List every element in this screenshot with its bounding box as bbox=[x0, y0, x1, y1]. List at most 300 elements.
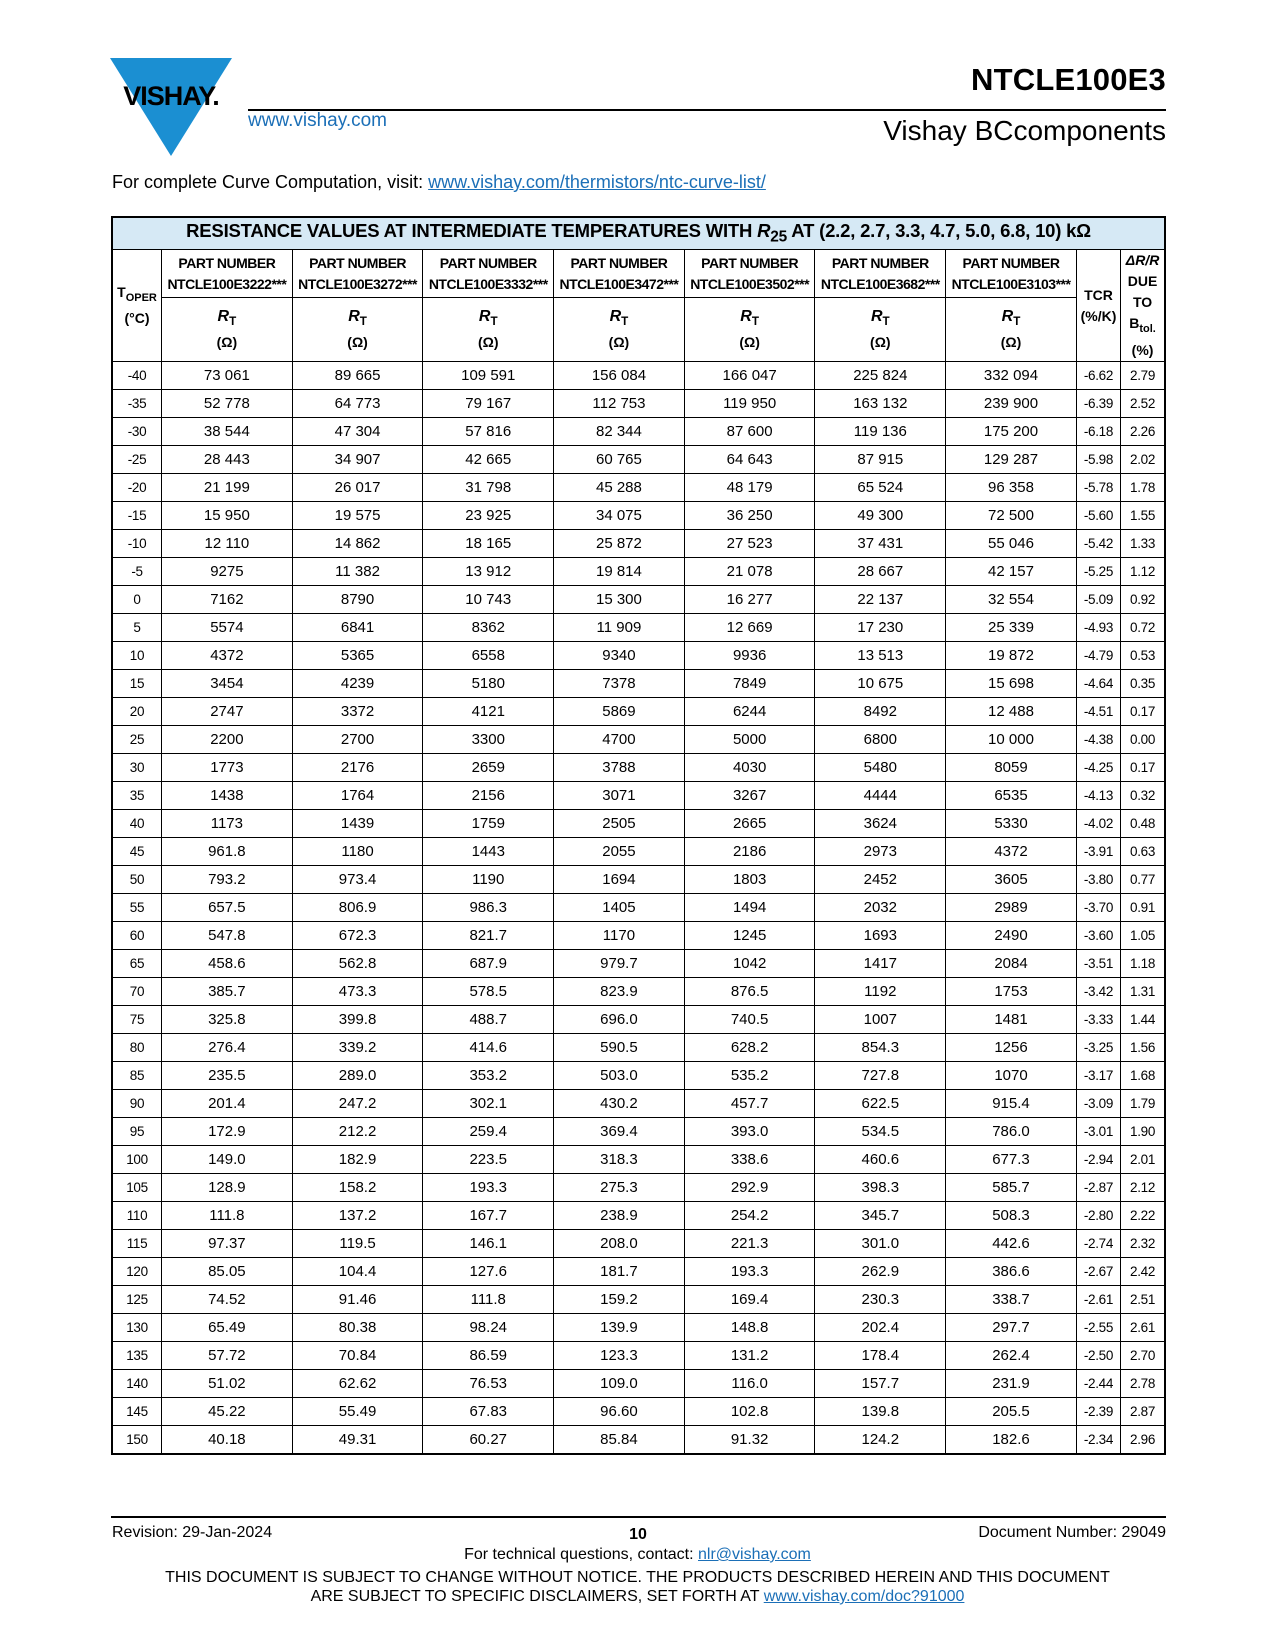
tcr-cell: -4.51 bbox=[1076, 698, 1120, 726]
resistance-cell: 96.60 bbox=[554, 1398, 685, 1426]
resistance-cell: 657.5 bbox=[162, 894, 293, 922]
temperature-cell: -20 bbox=[112, 474, 162, 502]
website-link[interactable]: www.vishay.com bbox=[248, 110, 388, 131]
tcr-cell: -6.62 bbox=[1076, 362, 1120, 390]
part-number-header: PART NUMBER NTCLE100E3502*** bbox=[684, 250, 815, 298]
resistance-cell: 262.4 bbox=[946, 1342, 1077, 1370]
resistance-cell: 17 230 bbox=[815, 614, 946, 642]
resistance-cell: 677.3 bbox=[946, 1146, 1077, 1174]
resistance-cell: 386.6 bbox=[946, 1258, 1077, 1286]
delta-r-cell: 2.26 bbox=[1121, 418, 1165, 446]
resistance-cell: 9275 bbox=[162, 558, 293, 586]
delta-r-cell: 0.35 bbox=[1121, 670, 1165, 698]
tcr-cell: -4.25 bbox=[1076, 754, 1120, 782]
delta-r-cell: 0.72 bbox=[1121, 614, 1165, 642]
resistance-cell: 696.0 bbox=[554, 1006, 685, 1034]
resistance-cell: 8059 bbox=[946, 754, 1077, 782]
resistance-cell: 915.4 bbox=[946, 1090, 1077, 1118]
resistance-cell: 225 824 bbox=[815, 362, 946, 390]
delta-r-cell: 1.31 bbox=[1121, 978, 1165, 1006]
resistance-cell: 57.72 bbox=[162, 1342, 293, 1370]
resistance-cell: 149.0 bbox=[162, 1146, 293, 1174]
part-number-header: PART NUMBER NTCLE100E3332*** bbox=[423, 250, 554, 298]
contact-email-link[interactable]: nlr@vishay.com bbox=[698, 1546, 811, 1563]
resistance-cell: 2973 bbox=[815, 838, 946, 866]
resistance-cell: 74.52 bbox=[162, 1286, 293, 1314]
resistance-cell: 254.2 bbox=[684, 1202, 815, 1230]
tcr-cell: -5.78 bbox=[1076, 474, 1120, 502]
resistance-cell: 961.8 bbox=[162, 838, 293, 866]
resistance-cell: 221.3 bbox=[684, 1230, 815, 1258]
temperature-cell: 100 bbox=[112, 1146, 162, 1174]
table-row bbox=[112, 782, 1165, 810]
temperature-cell: -40 bbox=[112, 362, 162, 390]
resistance-cell: 193.3 bbox=[684, 1258, 815, 1286]
delta-r-cell: 1.33 bbox=[1121, 530, 1165, 558]
delta-r-cell: 0.48 bbox=[1121, 810, 1165, 838]
delta-r-cell: 0.17 bbox=[1121, 698, 1165, 726]
resistance-cell: 119 136 bbox=[815, 418, 946, 446]
resistance-cell: 562.8 bbox=[292, 950, 423, 978]
resistance-cell: 393.0 bbox=[684, 1118, 815, 1146]
resistance-cell: 72 500 bbox=[946, 502, 1077, 530]
toper-header: $T_{OPER}$ (°C) bbox=[112, 250, 162, 362]
resistance-cell: 2505 bbox=[554, 810, 685, 838]
resistance-cell: 15 950 bbox=[162, 502, 293, 530]
resistance-cell: 2084 bbox=[946, 950, 1077, 978]
resistance-cell: 182.6 bbox=[946, 1426, 1077, 1455]
resistance-cell: 8492 bbox=[815, 698, 946, 726]
resistance-cell: 85.05 bbox=[162, 1258, 293, 1286]
resistance-cell: 64 773 bbox=[292, 390, 423, 418]
resistance-cell: 34 075 bbox=[554, 502, 685, 530]
tcr-cell: -3.80 bbox=[1076, 866, 1120, 894]
resistance-cell: 13 912 bbox=[423, 558, 554, 586]
resistance-cell: 13 513 bbox=[815, 642, 946, 670]
resistance-cell: 91.46 bbox=[292, 1286, 423, 1314]
temperature-cell: -5 bbox=[112, 558, 162, 586]
tcr-cell: -3.25 bbox=[1076, 1034, 1120, 1062]
resistance-cell: 2700 bbox=[292, 726, 423, 754]
temperature-cell: 60 bbox=[112, 922, 162, 950]
resistance-cell: 986.3 bbox=[423, 894, 554, 922]
delta-r-cell: 2.70 bbox=[1121, 1342, 1165, 1370]
part-number-header: PART NUMBER NTCLE100E3682*** bbox=[815, 250, 946, 298]
resistance-cell: 70.84 bbox=[292, 1342, 423, 1370]
resistance-cell: 339.2 bbox=[292, 1034, 423, 1062]
delta-r-cell: 2.96 bbox=[1121, 1426, 1165, 1455]
resistance-cell: 2452 bbox=[815, 866, 946, 894]
resistance-cell: 182.9 bbox=[292, 1146, 423, 1174]
resistance-cell: 159.2 bbox=[554, 1286, 685, 1314]
tcr-cell: -3.17 bbox=[1076, 1062, 1120, 1090]
resistance-cell: 45 288 bbox=[554, 474, 685, 502]
resistance-cell: 1070 bbox=[946, 1062, 1077, 1090]
disclaimer-link[interactable]: www.vishay.com/doc?91000 bbox=[763, 1588, 965, 1605]
document-title: NTCLE100E3 bbox=[971, 62, 1166, 97]
table-row bbox=[112, 1146, 1165, 1174]
resistance-cell: 87 600 bbox=[684, 418, 815, 446]
resistance-cell: 128.9 bbox=[162, 1174, 293, 1202]
resistance-cell: 1417 bbox=[815, 950, 946, 978]
resistance-cell: 172.9 bbox=[162, 1118, 293, 1146]
resistance-cell: 89 665 bbox=[292, 362, 423, 390]
resistance-cell: 6800 bbox=[815, 726, 946, 754]
table-row bbox=[112, 698, 1165, 726]
table-row bbox=[112, 1006, 1165, 1034]
tcr-cell: -4.93 bbox=[1076, 614, 1120, 642]
resistance-cell: 167.7 bbox=[423, 1202, 554, 1230]
revision-date: Revision: 29-Jan-2024 bbox=[112, 1524, 273, 1541]
temperature-cell: 95 bbox=[112, 1118, 162, 1146]
resistance-cell: 1256 bbox=[946, 1034, 1077, 1062]
resistance-cell: 82 344 bbox=[554, 418, 685, 446]
table-row bbox=[112, 474, 1165, 502]
resistance-cell: 302.1 bbox=[423, 1090, 554, 1118]
delta-r-cell: 2.32 bbox=[1121, 1230, 1165, 1258]
resistance-cell: 5330 bbox=[946, 810, 1077, 838]
resistance-cell: 547.8 bbox=[162, 922, 293, 950]
resistance-cell: 64 643 bbox=[684, 446, 815, 474]
resistance-cell: 534.5 bbox=[815, 1118, 946, 1146]
resistance-cell: 4030 bbox=[684, 754, 815, 782]
temperature-cell: 45 bbox=[112, 838, 162, 866]
resistance-cell: 786.0 bbox=[946, 1118, 1077, 1146]
resistance-cell: 9936 bbox=[684, 642, 815, 670]
curve-list-link[interactable]: www.vishay.com/thermistors/ntc-curve-list/ bbox=[428, 172, 766, 192]
delta-r-cell: 0.32 bbox=[1121, 782, 1165, 810]
tcr-cell: -5.60 bbox=[1076, 502, 1120, 530]
tcr-cell: -2.39 bbox=[1076, 1398, 1120, 1426]
temperature-cell: 15 bbox=[112, 670, 162, 698]
delta-r-cell: 1.90 bbox=[1121, 1118, 1165, 1146]
resistance-cell: 414.6 bbox=[423, 1034, 554, 1062]
delta-r-cell: 0.17 bbox=[1121, 754, 1165, 782]
resistance-cell: 16 277 bbox=[684, 586, 815, 614]
resistance-cell: 672.3 bbox=[292, 922, 423, 950]
resistance-cell: 854.3 bbox=[815, 1034, 946, 1062]
delta-r-cell: 0.00 bbox=[1121, 726, 1165, 754]
resistance-cell: 146.1 bbox=[423, 1230, 554, 1258]
contact-line bbox=[0, 1546, 1275, 1564]
resistance-cell: 5574 bbox=[162, 614, 293, 642]
rt-header: $R_T$ (Ω) bbox=[815, 298, 946, 362]
resistance-cell: 129 287 bbox=[946, 446, 1077, 474]
tcr-cell: -4.79 bbox=[1076, 642, 1120, 670]
table-row bbox=[112, 1174, 1165, 1202]
delta-r-cell: 1.79 bbox=[1121, 1090, 1165, 1118]
resistance-cell: 21 199 bbox=[162, 474, 293, 502]
resistance-cell: 5180 bbox=[423, 670, 554, 698]
resistance-cell: 25 339 bbox=[946, 614, 1077, 642]
rt-header: $R_T$ (Ω) bbox=[423, 298, 554, 362]
table-row bbox=[112, 1118, 1165, 1146]
tcr-cell: -4.64 bbox=[1076, 670, 1120, 698]
resistance-cell: 231.9 bbox=[946, 1370, 1077, 1398]
resistance-cell: 1180 bbox=[292, 838, 423, 866]
temperature-cell: -25 bbox=[112, 446, 162, 474]
resistance-cell: 727.8 bbox=[815, 1062, 946, 1090]
temperature-cell: 30 bbox=[112, 754, 162, 782]
resistance-cell: 80.38 bbox=[292, 1314, 423, 1342]
resistance-cell: 230.3 bbox=[815, 1286, 946, 1314]
resistance-cell: 8790 bbox=[292, 586, 423, 614]
resistance-cell: 806.9 bbox=[292, 894, 423, 922]
temperature-cell: 75 bbox=[112, 1006, 162, 1034]
table-row bbox=[112, 586, 1165, 614]
resistance-cell: 247.2 bbox=[292, 1090, 423, 1118]
resistance-cell: 178.4 bbox=[815, 1342, 946, 1370]
resistance-cell: 1693 bbox=[815, 922, 946, 950]
resistance-cell: 131.2 bbox=[684, 1342, 815, 1370]
resistance-cell: 12 669 bbox=[684, 614, 815, 642]
resistance-cell: 876.5 bbox=[684, 978, 815, 1006]
resistance-cell: 10 675 bbox=[815, 670, 946, 698]
curve-note-text: For complete Curve Computation, visit: bbox=[112, 172, 429, 192]
resistance-cell: 442.6 bbox=[946, 1230, 1077, 1258]
footer-rule bbox=[111, 1516, 1166, 1518]
table-row bbox=[112, 838, 1165, 866]
resistance-cell: 6841 bbox=[292, 614, 423, 642]
curve-computation-note bbox=[112, 172, 766, 193]
resistance-cell: 2989 bbox=[946, 894, 1077, 922]
rt-header: $R_T$ (Ω) bbox=[554, 298, 685, 362]
resistance-cell: 109.0 bbox=[554, 1370, 685, 1398]
resistance-cell: 21 078 bbox=[684, 558, 815, 586]
table-row bbox=[112, 670, 1165, 698]
resistance-cell: 10 743 bbox=[423, 586, 554, 614]
resistance-cell: 34 907 bbox=[292, 446, 423, 474]
resistance-cell: 3071 bbox=[554, 782, 685, 810]
resistance-cell: 590.5 bbox=[554, 1034, 685, 1062]
temperature-cell: 145 bbox=[112, 1398, 162, 1426]
resistance-cell: 86.59 bbox=[423, 1342, 554, 1370]
disclaimer-line-2: ARE SUBJECT TO SPECIFIC DISCLAIMERS, SET FORTH AT bbox=[310, 1588, 764, 1605]
resistance-cell: 3372 bbox=[292, 698, 423, 726]
temperature-cell: 105 bbox=[112, 1174, 162, 1202]
resistance-cell: 123.3 bbox=[554, 1342, 685, 1370]
temperature-cell: 120 bbox=[112, 1258, 162, 1286]
resistance-cell: 14 862 bbox=[292, 530, 423, 558]
table-body bbox=[112, 362, 1165, 1455]
delta-r-cell: 2.78 bbox=[1121, 1370, 1165, 1398]
resistance-cell: 51.02 bbox=[162, 1370, 293, 1398]
tcr-cell: -3.42 bbox=[1076, 978, 1120, 1006]
resistance-cell: 40.18 bbox=[162, 1426, 293, 1455]
table-row bbox=[112, 922, 1165, 950]
resistance-cell: 27 523 bbox=[684, 530, 815, 558]
resistance-cell: 22 137 bbox=[815, 586, 946, 614]
resistance-cell: 473.3 bbox=[292, 978, 423, 1006]
resistance-cell: 338.7 bbox=[946, 1286, 1077, 1314]
table-row bbox=[112, 362, 1165, 390]
temperature-cell: 115 bbox=[112, 1230, 162, 1258]
temperature-cell: 55 bbox=[112, 894, 162, 922]
resistance-cell: 57 816 bbox=[423, 418, 554, 446]
table-row bbox=[112, 726, 1165, 754]
resistance-cell: 7849 bbox=[684, 670, 815, 698]
resistance-cell: 503.0 bbox=[554, 1062, 685, 1090]
resistance-cell: 127.6 bbox=[423, 1258, 554, 1286]
temperature-cell: 35 bbox=[112, 782, 162, 810]
resistance-cell: 1007 bbox=[815, 1006, 946, 1034]
tcr-cell: -2.80 bbox=[1076, 1202, 1120, 1230]
delta-r-cell: 2.01 bbox=[1121, 1146, 1165, 1174]
table-row bbox=[112, 1314, 1165, 1342]
delta-r-cell: 1.78 bbox=[1121, 474, 1165, 502]
resistance-cell: 181.7 bbox=[554, 1258, 685, 1286]
resistance-cell: 1753 bbox=[946, 978, 1077, 1006]
rt-header: $R_T$ (Ω) bbox=[684, 298, 815, 362]
resistance-cell: 740.5 bbox=[684, 1006, 815, 1034]
delta-r-cell: 1.05 bbox=[1121, 922, 1165, 950]
resistance-cell: 398.3 bbox=[815, 1174, 946, 1202]
resistance-cell: 2186 bbox=[684, 838, 815, 866]
resistance-cell: 23 925 bbox=[423, 502, 554, 530]
resistance-cell: 1759 bbox=[423, 810, 554, 838]
resistance-cell: 85.84 bbox=[554, 1426, 685, 1455]
tcr-cell: -2.61 bbox=[1076, 1286, 1120, 1314]
resistance-cell: 3267 bbox=[684, 782, 815, 810]
resistance-cell: 1481 bbox=[946, 1006, 1077, 1034]
resistance-cell: 275.3 bbox=[554, 1174, 685, 1202]
rt-header: $R_T$ (Ω) bbox=[162, 298, 293, 362]
resistance-cell: 42 157 bbox=[946, 558, 1077, 586]
temperature-cell: -30 bbox=[112, 418, 162, 446]
delta-r-cell: 1.12 bbox=[1121, 558, 1165, 586]
resistance-cell: 158.2 bbox=[292, 1174, 423, 1202]
tcr-cell: -3.60 bbox=[1076, 922, 1120, 950]
page-number: 10 bbox=[629, 1526, 647, 1543]
resistance-cell: 139.9 bbox=[554, 1314, 685, 1342]
resistance-cell: 38 544 bbox=[162, 418, 293, 446]
resistance-cell: 15 300 bbox=[554, 586, 685, 614]
resistance-cell: 1405 bbox=[554, 894, 685, 922]
temperature-cell: 85 bbox=[112, 1062, 162, 1090]
delta-r-cell: 2.79 bbox=[1121, 362, 1165, 390]
resistance-cell: 4372 bbox=[162, 642, 293, 670]
delta-r-cell: 2.42 bbox=[1121, 1258, 1165, 1286]
temperature-cell: 125 bbox=[112, 1286, 162, 1314]
tcr-cell: -6.39 bbox=[1076, 390, 1120, 418]
resistance-cell: 3454 bbox=[162, 670, 293, 698]
delta-r-cell: 2.02 bbox=[1121, 446, 1165, 474]
temperature-cell: 90 bbox=[112, 1090, 162, 1118]
rt-header: $R_T$ (Ω) bbox=[946, 298, 1077, 362]
temperature-cell: 0 bbox=[112, 586, 162, 614]
delta-r-cell: 0.77 bbox=[1121, 866, 1165, 894]
vishay-logo bbox=[110, 58, 232, 158]
table-row bbox=[112, 502, 1165, 530]
table-row bbox=[112, 1062, 1165, 1090]
resistance-cell: 1192 bbox=[815, 978, 946, 1006]
resistance-cell: 157.7 bbox=[815, 1370, 946, 1398]
logo-text: VISHAY. bbox=[123, 81, 219, 111]
resistance-cell: 353.2 bbox=[423, 1062, 554, 1090]
resistance-cell: 166 047 bbox=[684, 362, 815, 390]
disclaimer-line-1: THIS DOCUMENT IS SUBJECT TO CHANGE WITHOUT NOTICE. THE PRODUCTS DESCRIBED HEREIN AND THIS DOCUMENT bbox=[165, 1569, 1110, 1586]
resistance-cell: 4239 bbox=[292, 670, 423, 698]
temperature-cell: -35 bbox=[112, 390, 162, 418]
resistance-cell: 297.7 bbox=[946, 1314, 1077, 1342]
table-row bbox=[112, 1426, 1165, 1455]
tcr-cell: -5.25 bbox=[1076, 558, 1120, 586]
temperature-cell: 130 bbox=[112, 1314, 162, 1342]
resistance-cell: 6558 bbox=[423, 642, 554, 670]
resistance-cell: 2659 bbox=[423, 754, 554, 782]
resistance-cell: 1443 bbox=[423, 838, 554, 866]
table-row bbox=[112, 866, 1165, 894]
resistance-cell: 2055 bbox=[554, 838, 685, 866]
part-number-header: PART NUMBER NTCLE100E3472*** bbox=[554, 250, 685, 298]
resistance-cell: 31 798 bbox=[423, 474, 554, 502]
resistance-cell: 262.9 bbox=[815, 1258, 946, 1286]
temperature-cell: 50 bbox=[112, 866, 162, 894]
tcr-cell: -4.13 bbox=[1076, 782, 1120, 810]
table-row bbox=[112, 614, 1165, 642]
resistance-cell: 223.5 bbox=[423, 1146, 554, 1174]
temperature-cell: 65 bbox=[112, 950, 162, 978]
temperature-cell: 10 bbox=[112, 642, 162, 670]
resistance-cell: 1494 bbox=[684, 894, 815, 922]
resistance-cell: 622.5 bbox=[815, 1090, 946, 1118]
delta-r-cell: 0.63 bbox=[1121, 838, 1165, 866]
resistance-cell: 369.4 bbox=[554, 1118, 685, 1146]
table-row bbox=[112, 1286, 1165, 1314]
resistance-cell: 201.4 bbox=[162, 1090, 293, 1118]
resistance-cell: 212.2 bbox=[292, 1118, 423, 1146]
table-row bbox=[112, 418, 1165, 446]
tcr-cell: -2.94 bbox=[1076, 1146, 1120, 1174]
tcr-cell: -3.70 bbox=[1076, 894, 1120, 922]
resistance-cell: 52 778 bbox=[162, 390, 293, 418]
resistance-cell: 111.8 bbox=[162, 1202, 293, 1230]
resistance-cell: 96 358 bbox=[946, 474, 1077, 502]
temperature-cell: -10 bbox=[112, 530, 162, 558]
resistance-cell: 259.4 bbox=[423, 1118, 554, 1146]
delta-r-cell: 0.91 bbox=[1121, 894, 1165, 922]
table-row bbox=[112, 1398, 1165, 1426]
resistance-cell: 5869 bbox=[554, 698, 685, 726]
table-row bbox=[112, 1090, 1165, 1118]
resistance-cell: 239 900 bbox=[946, 390, 1077, 418]
resistance-cell: 12 110 bbox=[162, 530, 293, 558]
resistance-cell: 385.7 bbox=[162, 978, 293, 1006]
resistance-cell: 2176 bbox=[292, 754, 423, 782]
delta-r-cell: 1.18 bbox=[1121, 950, 1165, 978]
tcr-cell: -5.42 bbox=[1076, 530, 1120, 558]
resistance-cell: 148.8 bbox=[684, 1314, 815, 1342]
resistance-cell: 1439 bbox=[292, 810, 423, 838]
resistance-cell: 458.6 bbox=[162, 950, 293, 978]
tcr-cell: -3.51 bbox=[1076, 950, 1120, 978]
resistance-cell: 5365 bbox=[292, 642, 423, 670]
disclaimer bbox=[0, 1568, 1275, 1606]
resistance-cell: 4700 bbox=[554, 726, 685, 754]
resistance-cell: 578.5 bbox=[423, 978, 554, 1006]
part-number-header: PART NUMBER NTCLE100E3103*** bbox=[946, 250, 1077, 298]
delta-r-cell: 2.22 bbox=[1121, 1202, 1165, 1230]
resistance-cell: 45.22 bbox=[162, 1398, 293, 1426]
tcr-cell: -2.34 bbox=[1076, 1426, 1120, 1455]
resistance-cell: 119 950 bbox=[684, 390, 815, 418]
resistance-cell: 32 554 bbox=[946, 586, 1077, 614]
resistance-cell: 6535 bbox=[946, 782, 1077, 810]
resistance-cell: 49 300 bbox=[815, 502, 946, 530]
table-row bbox=[112, 754, 1165, 782]
resistance-cell: 18 165 bbox=[423, 530, 554, 558]
resistance-cell: 26 017 bbox=[292, 474, 423, 502]
